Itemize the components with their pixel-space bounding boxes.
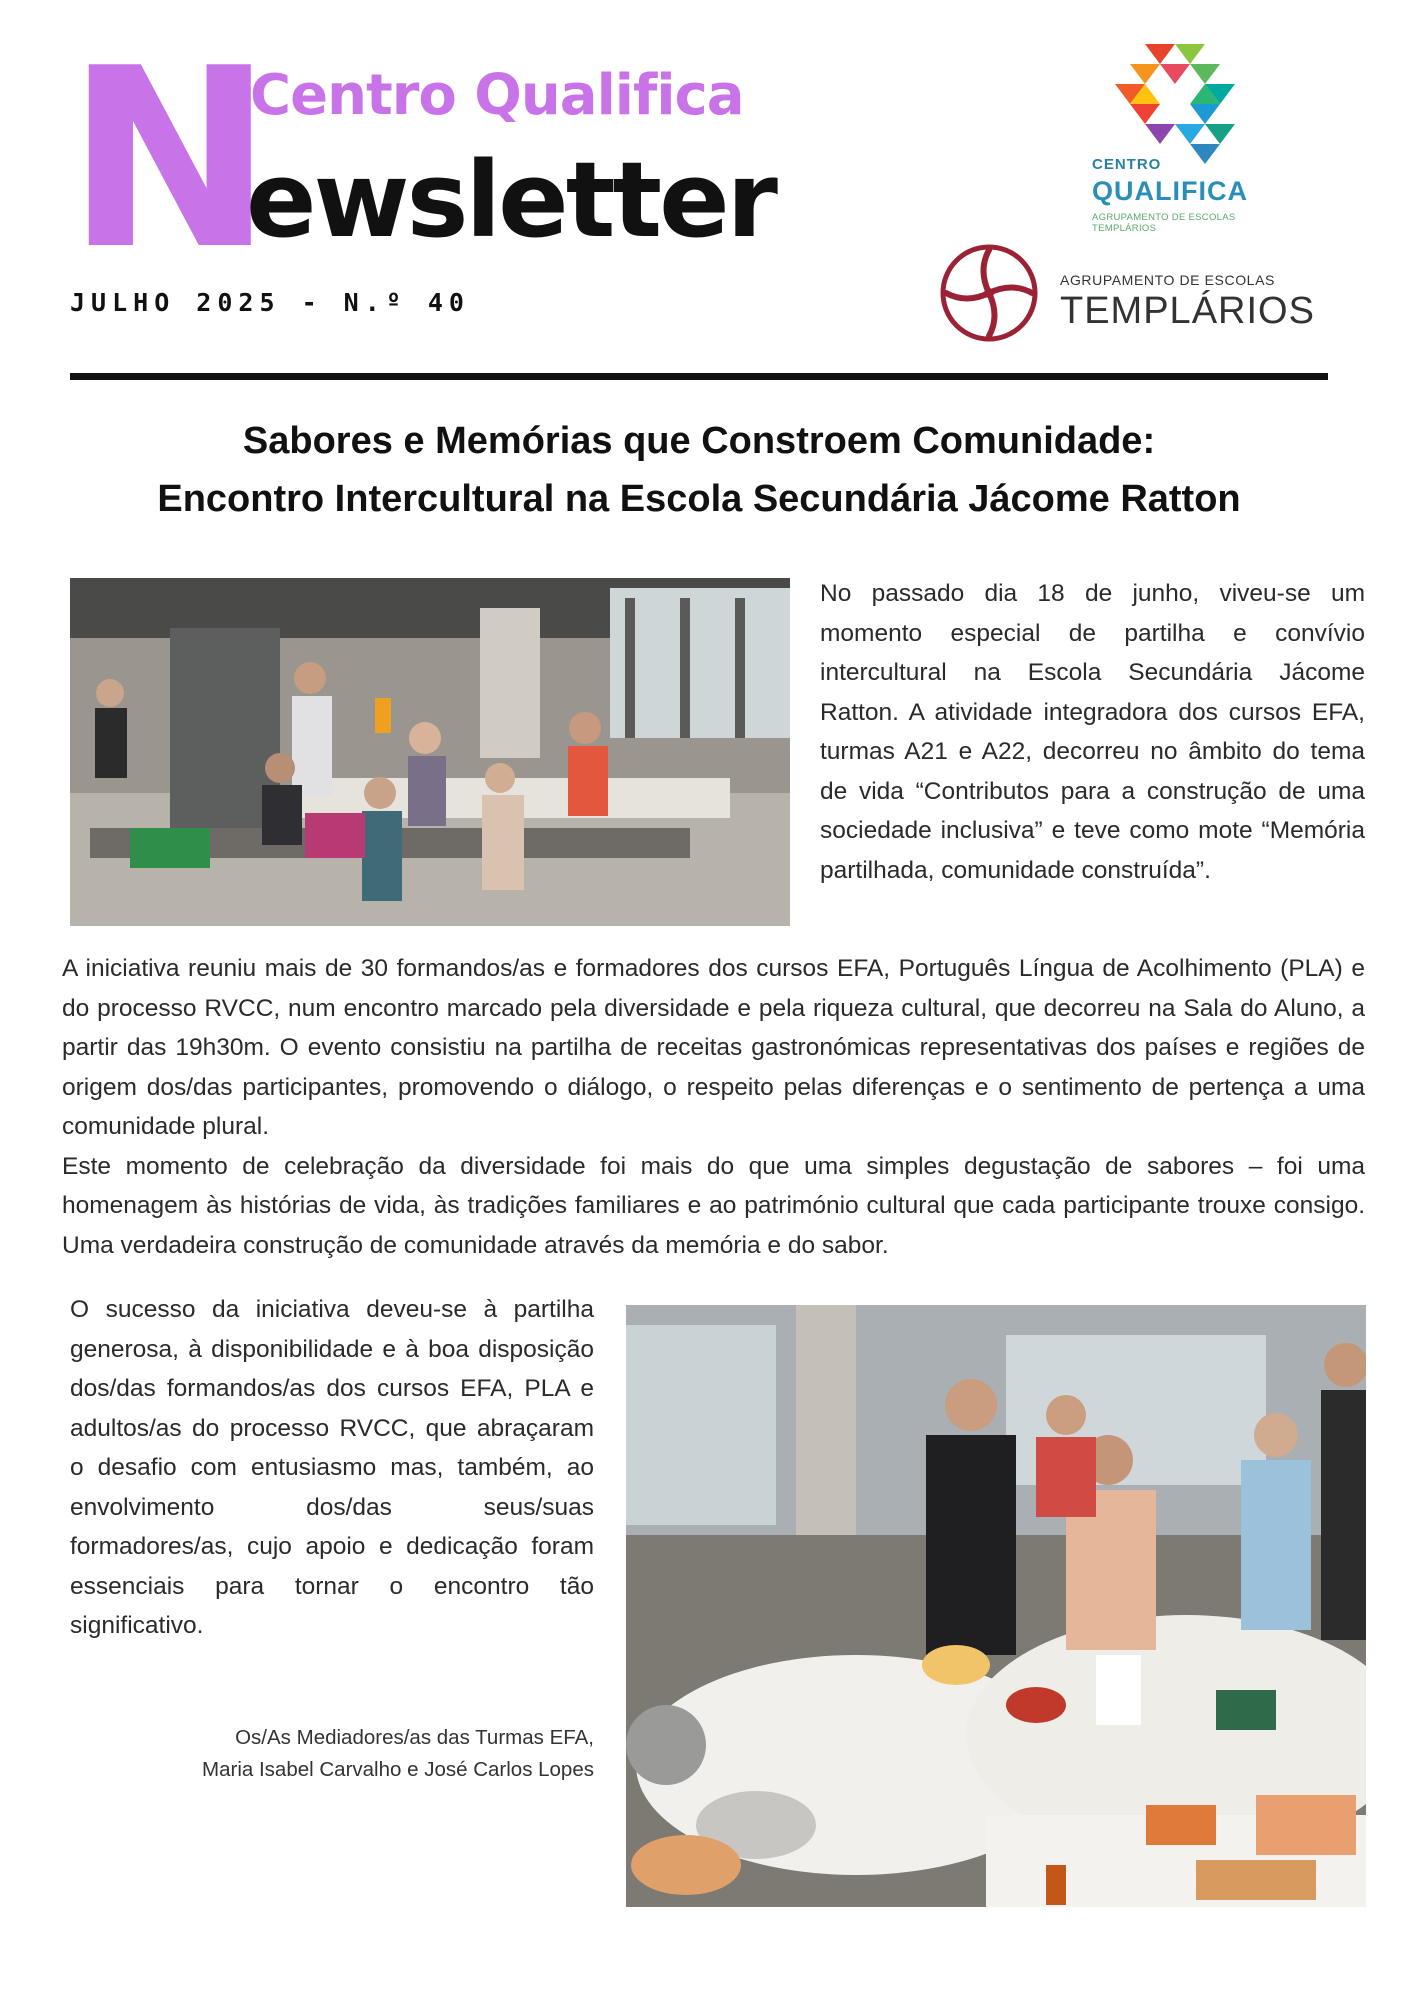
templarios-logo xyxy=(938,238,1315,348)
article-body-paragraph-2: Este momento de celebração da diversidade foi mais do que uma simples degustação de sabores – foi uma homenagem às histórias de vida, às tradições familiares e ao património cultural que cada participante trouxe consigo. Uma verdadeira construção de comunidade através da memória e do sabor. xyxy=(62,1152,1365,1259)
photo-buffet xyxy=(626,1305,1366,1907)
article-body-paragraph-1: A iniciativa reuniu mais de 30 formandos/as e formadores dos cursos EFA, Português Língua de Acolhimento (PLA) e do processo RVCC, num encontro marcado pela diversidade e pela riqueza cultural, que decorreu na Sala do Aluno, a partir das 19h30m. O evento consistiu na partilha de receitas gastronómicas representativas dos países e regiões de origem dos/das participantes, promovendo o diálogo, o respeito pelas diferenças e o sentimento de pertença a uma comunidade plural. xyxy=(62,955,1365,1140)
header-divider xyxy=(70,373,1328,380)
centro-qualifica-logo xyxy=(1070,44,1270,234)
masthead-big-letter: N xyxy=(66,16,268,304)
article-title-line-1: Sabores e Memórias que Constroem Comunidade: xyxy=(242,420,1156,462)
article-closing: O sucesso da iniciativa deveu-se à partilha generosa, à disponibilidade e à boa disposição dos/das formandos/as dos cursos EFA, PLA e adultos/as do processo RVCC, que abraçaram o desafio com entusiasmo mas, também, ao envolvimento dos/das seus/suas formadores/as, cujo apoio e dedicação foram essenciais para tornar o encontro tão significativo. xyxy=(70,1296,594,1639)
masthead-brand: Centro Qualifica xyxy=(250,63,744,128)
logo-tp-name: TEMPLÁRIOS xyxy=(1060,290,1315,332)
logo-cq-name: QUALIFICA xyxy=(1092,176,1248,206)
article-title xyxy=(70,412,1328,528)
signature-line-1: Os/As Mediadores/as das Turmas EFA, xyxy=(235,1726,594,1749)
signature-line-2: Maria Isabel Carvalho e José Carlos Lopes xyxy=(202,1758,594,1781)
logo-cq-subtitle: AGRUPAMENTO DE ESCOLAS TEMPLÁRIOS xyxy=(1092,212,1236,234)
article-intro: No passado dia 18 de junho, viveu-se um momento especial de partilha e convívio intercultural na Escola Secundária Jácome Ratton. A atividade integradora dos cursos EFA, turmas A21 e A22, decorreu no âmbito do tema de vida “Contributos para a construção de uma sociedade inclusiva” e teve como mote “Memória partilhada, comunidade construída”. xyxy=(820,580,1365,884)
article-signature xyxy=(70,1722,594,1786)
photo-gathering xyxy=(70,578,790,926)
templar-cross-icon xyxy=(938,242,1040,344)
article-title-line-2: Encontro Intercultural na Escola Secundária Jácome Ratton xyxy=(157,478,1241,520)
masthead-wordmark: ewsletter xyxy=(246,139,775,261)
qualifica-mosaic-icon xyxy=(1110,44,1240,166)
issue-date: JULHO 2025 - N.º 40 xyxy=(70,288,470,317)
logo-tp-small-text: AGRUPAMENTO DE ESCOLAS xyxy=(1060,272,1275,288)
logo-cq-small-text: CENTRO xyxy=(1092,156,1162,173)
article-body xyxy=(62,949,1365,1265)
